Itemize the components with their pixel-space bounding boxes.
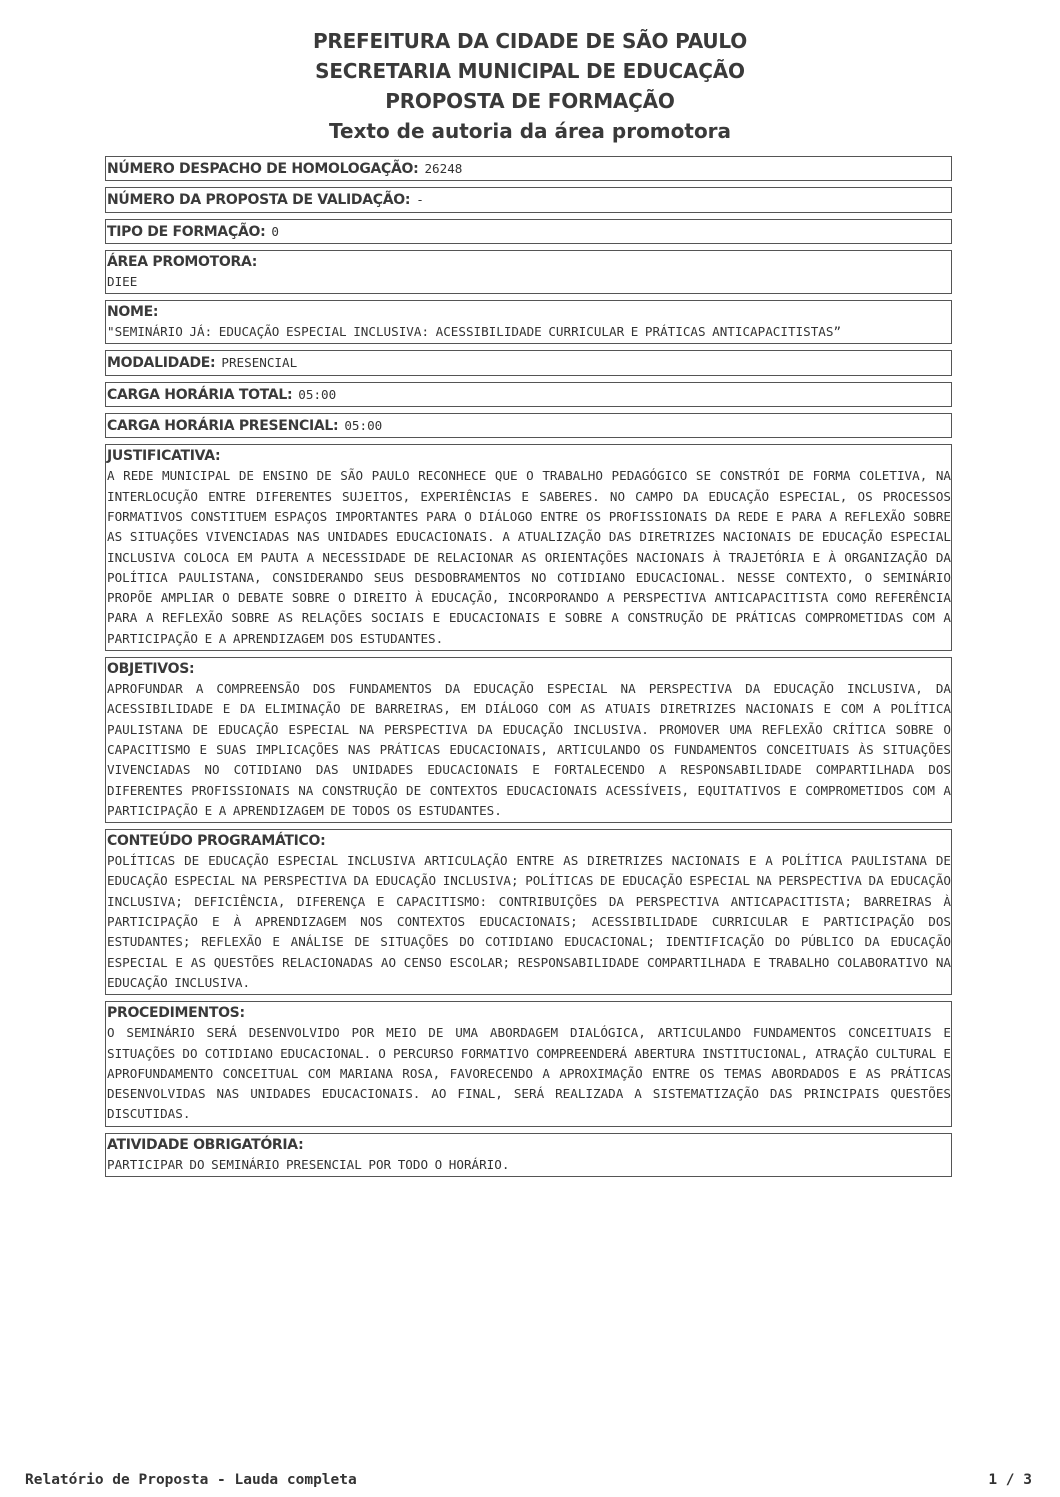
field-value: PRESENCIAL <box>221 355 298 371</box>
field-procedimentos <box>105 1001 952 1126</box>
field-value: "SEMINÁRIO JÁ: EDUCAÇÃO ESPECIAL INCLUSIVA: ACESSIBILIDADE CURRICULAR E PRÁTICAS ANTICAPACITISTAS” <box>107 324 842 340</box>
field-tipo-formacao <box>105 219 952 244</box>
field-label: JUSTIFICATIVA: <box>107 448 221 465</box>
field-label: OBJETIVOS: <box>107 661 195 678</box>
field-label: MODALIDADE: <box>107 355 216 372</box>
field-label: ATIVIDADE OBRIGATÓRIA: <box>107 1136 304 1153</box>
document-header <box>0 26 1060 146</box>
field-label: ÁREA PROMOTORA: <box>107 253 258 270</box>
field-value: APROFUNDAR A COMPREENSÃO DOS FUNDAMENTOS DA EDUCAÇÃO ESPECIAL NA PERSPECTIVA DA EDUCAÇÃO INCLUSIVA, DA ACESSIBILIDADE E DA ELIMINAÇÃO DE BARREIRAS, EM DIÁLOGO COM AS ATUAIS DIRETRIZES NACIONAIS E COM A POLÍTICA PAULISTANA DE EDUCAÇÃO ESPECIAL NA PERSPECTIVA DA EDUCAÇÃO INCLUSIVA. PROMOVER UMA REFLEXÃO CRÍTICA SOBRE O CAPACITISMO E SUAS IMPLICAÇÕES NAS PRÁTICAS EDUCACIONAIS, ARTICULANDO OS FUNDAMENTOS CONCEITUAIS ÀS SITUAÇÕES VIVENCIADAS NO COTIDIANO DAS UNIDADES EDUCACIONAIS E FORTALECENDO A RESPONSABILIDADE COMPARTILHADA DOS DIFERENTES PROFISSIONAIS NA CONSTRUÇÃO DE CONTEXTOS EDUCACIONAIS ACESSÍVEIS, EQUITATIVOS E COMPROMETIDOS COM A PARTICIPAÇÃO E A APRENDIZAGEM DE TODOS OS ESTUDANTES. <box>107 681 951 818</box>
footer-page-indicator: 1 / 3 <box>988 1472 1032 1488</box>
field-value: 0 <box>271 223 279 239</box>
field-value: 05:00 <box>344 418 383 434</box>
field-value: A REDE MUNICIPAL DE ENSINO DE SÃO PAULO RECONHECE QUE O TRABALHO PEDAGÓGICO SE CONSTRÓI DE FORMA COLETIVA, NA INTERLOCUÇÃO ENTRE DIFERENTES SUJEITOS, EXPERIÊNCIAS E SABERES. NO CAMPO DA EDUCAÇÃO ESPECIAL, OS PROCESSOS FORMATIVOS CONSTITUEM ESPAÇOS IMPORTANTES PARA O DIÁLOGO ENTRE OS PROFISSIONAIS DA REDE E PARA A REFLEXÃO SOBRE AS SITUAÇÕES VIVENCIADAS NAS UNIDADES EDUCACIONAIS. A ATUALIZAÇÃO DAS DIRETRIZES NACIONAIS DE EDUCAÇÃO ESPECIAL INCLUSIVA COLOCA EM PAUTA A NECESSIDADE DE RELACIONAR AS ORIENTAÇÕES NACIONAIS À TRAJETÓRIA E À ORGANIZAÇÃO DA POLÍTICA PAULISTANA, CONSIDERANDO SEUS DESDOBRAMENTOS NO COTIDIANO EDUCACIONAL. NESSE CONTEXTO, O SEMINÁRIO PROPÕE AMPLIAR O DEBATE SOBRE O DIREITO À EDUCAÇÃO, INCORPORANDO A PERSPECTIVA ANTICAPACITISTA COMO REFERÊNCIA PARA A REFLEXÃO SOBRE AS RELAÇÕES SOCIAIS E EDUCACIONAIS E SOBRE A CONSTRUÇÃO DE PRÁTICAS COMPROMETIDAS COM A PARTICIPAÇÃO E A APRENDIZAGEM DOS ESTUDANTES. <box>107 468 951 646</box>
header-subtitle: Texto de autoria da área promotora <box>328 119 732 143</box>
field-objetivos <box>105 657 952 823</box>
field-label: CONTEÚDO PROGRAMÁTICO: <box>107 833 326 850</box>
field-nome <box>105 300 952 344</box>
field-value: O SEMINÁRIO SERÁ DESENVOLVIDO POR MEIO DE UMA ABORDAGEM DIALÓGICA, ARTICULANDO FUNDAMENTOS CONCEITUAIS E SITUAÇÕES DO COTIDIANO EDUCACIONAL. O PERCURSO FORMATIVO COMPREENDERÁ ABERTURA INSTITUCIONAL, ATRAÇÃO CULTURAL E APROFUNDAMENTO CONCEITUAL COM MARIANA ROSA, FAVORECENDO A APROXIMAÇÃO ENTRE OS TEMAS ABORDADOS E AS PRÁTICAS DESENVOLVIDAS NAS UNIDADES EDUCACIONAIS. AO FINAL, SERÁ REALIZADA A SISTEMATIZAÇÃO DAS PRINCIPAIS QUESTÕES DISCUTIDAS. <box>107 1025 951 1122</box>
field-label: NÚMERO DESPACHO DE HOMOLOGAÇÃO: <box>107 161 419 177</box>
footer-report-title: Relatório de Proposta - Lauda completa <box>25 1472 357 1488</box>
field-atividade-obrigatoria <box>105 1133 952 1177</box>
header-prefeitura: PREFEITURA DA CIDADE DE SÃO PAULO <box>312 29 748 53</box>
field-proposta-validacao <box>105 187 952 212</box>
form-fields <box>105 156 952 1183</box>
field-label: CARGA HORÁRIA PRESENCIAL: <box>107 418 339 435</box>
field-label: NOME: <box>107 304 159 321</box>
field-modalidade <box>105 350 952 375</box>
field-carga-horaria-presencial <box>105 413 952 438</box>
field-value: 05:00 <box>298 386 337 402</box>
page-footer <box>25 1472 1032 1488</box>
field-value: - <box>416 192 424 208</box>
header-secretaria: SECRETARIA MUNICIPAL DE EDUCAÇÃO <box>315 59 745 83</box>
field-conteudo-programatico <box>105 829 952 995</box>
header-proposta: PROPOSTA DE FORMAÇÃO <box>385 89 675 113</box>
field-justificativa <box>105 444 952 651</box>
field-despacho-homologacao <box>105 156 952 181</box>
field-value: DIEE <box>107 273 138 289</box>
field-carga-horaria-total <box>105 382 952 407</box>
field-value: PARTICIPAR DO SEMINÁRIO PRESENCIAL POR TODO O HORÁRIO. <box>107 1156 510 1172</box>
field-label: PROCEDIMENTOS: <box>107 1005 245 1022</box>
field-value: 26248 <box>424 161 463 176</box>
field-label: TIPO DE FORMAÇÃO: <box>107 223 266 240</box>
field-area-promotora <box>105 250 952 294</box>
field-label: CARGA HORÁRIA TOTAL: <box>107 386 293 403</box>
field-value: POLÍTICAS DE EDUCAÇÃO ESPECIAL INCLUSIVA ARTICULAÇÃO ENTRE AS DIRETRIZES NACIONAIS E A POLÍTICA PAULISTANA DE EDUCAÇÃO ESPECIAL NA PERSPECTIVA DA EDUCAÇÃO INCLUSIVA; POLÍTICAS DE EDUCAÇÃO ESPECIAL NA PERSPECTIVA DA EDUCAÇÃO INCLUSIVA; DEFICIÊNCIA, DIFERENÇA E CAPACITISMO: CONTRIBUIÇÕES DA PERSPECTIVA ANTICAPACITISTA; BARREIRAS À PARTICIPAÇÃO E À APRENDIZAGEM NOS CONTEXTOS EDUCACIONAIS; ACESSIBILIDADE CURRICULAR E PARTICIPAÇÃO DOS ESTUDANTES; REFLEXÃO E ANÁLISE DE SITUAÇÕES DO COTIDIANO EDUCACIONAL; IDENTIFICAÇÃO DO PÚBLICO DA EDUCAÇÃO ESPECIAL E AS QUESTÕES RELACIONADAS AO CENSO ESCOLAR; RESPONSABILIDADE COMPARTILHADA E TRABALHO COLABORATIVO NA EDUCAÇÃO INCLUSIVA. <box>107 853 951 990</box>
field-label: NÚMERO DA PROPOSTA DE VALIDAÇÃO: <box>107 192 411 209</box>
